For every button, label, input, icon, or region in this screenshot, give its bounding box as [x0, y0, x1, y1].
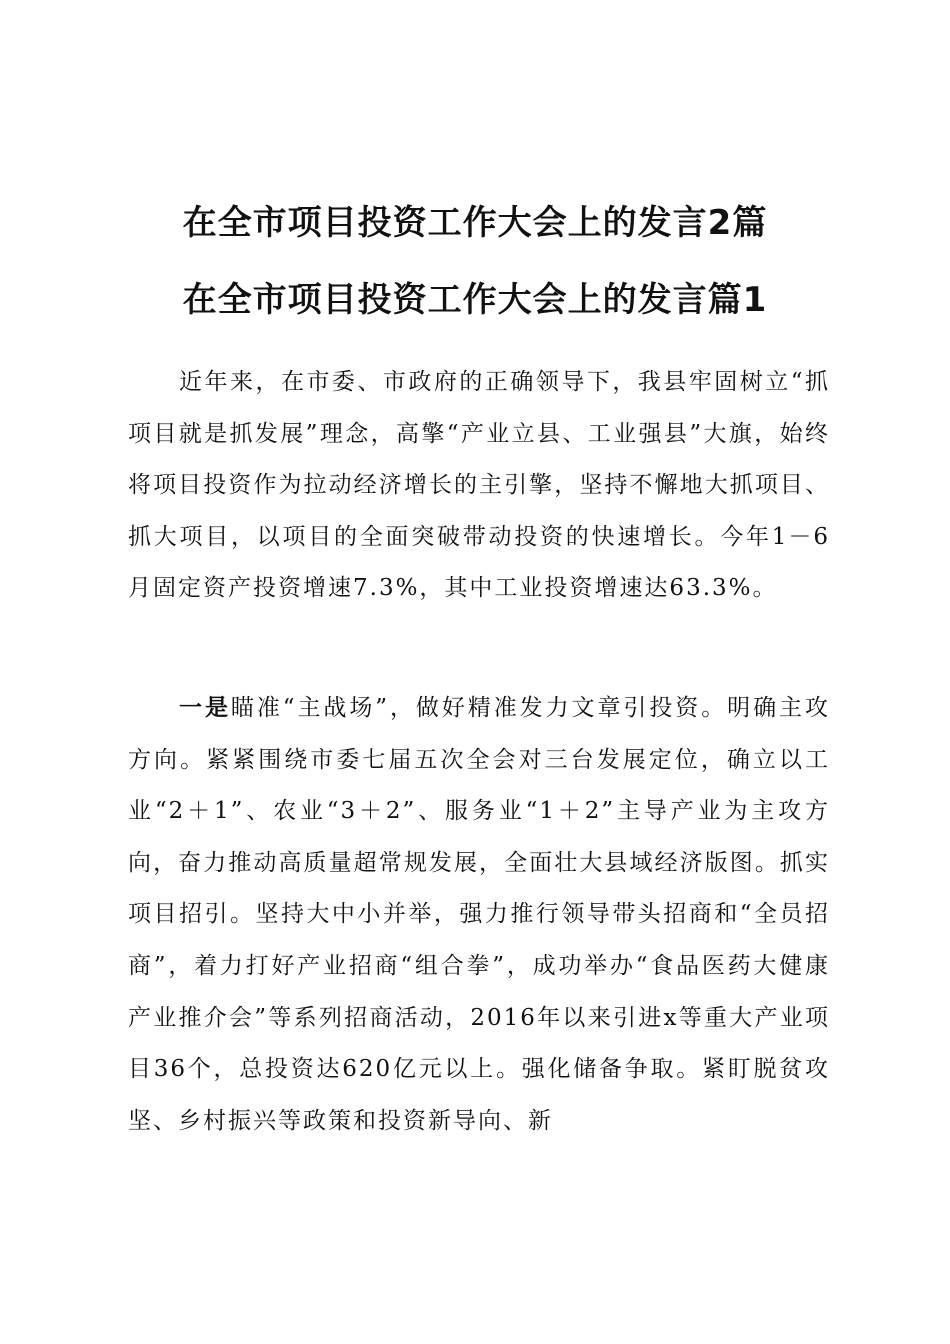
- body-paragraph-1: [128, 357, 830, 615]
- paragraph-text: 瞄准“主战场”，做好精准发力文章引投资。明确主攻方向。紧紧围绕市委七届五次全会对三台发展定位，确立以工业“2＋1”、农业“3＋2”、服务业“1＋2”主导产业为主攻方向，奋力推动高质量超常规发展，全面壮大县域经济版图。抓实项目招引。坚持大中小并举，强力推行领导带头招商和“全员招商”，着力打好产业招商“组合拳”，成功举办“食品医药大健康产业推介会”等系列招商活动，2016年以来引进x等重大产业项目36个，总投资达620亿元以上。强化储备争取。紧盯脱贫攻坚、乡村振兴等政策和投资新导向、新: [128, 695, 830, 1134]
- document-subtitle: 在全市项目投资工作大会上的发言篇1: [182, 280, 768, 320]
- paragraph-lead: 一是: [179, 695, 231, 721]
- document-title: 在全市项目投资工作大会上的发言2篇: [182, 203, 768, 243]
- paragraph-text: 近年来，在市委、市政府的正确领导下，我县牢固树立“抓项目就是抓发展”理念，高擎“产业立县、工业强县”大旗，始终将项目投资作为拉动经济增长的主引擎，坚持不懈地大抓项目、抓大项目，以项目的全面突破带动投资的快速增长。今年1－6月固定资产投资增速7.3%，其中工业投资增速达63.3%。: [128, 369, 830, 602]
- body-paragraph-2: [128, 683, 830, 1147]
